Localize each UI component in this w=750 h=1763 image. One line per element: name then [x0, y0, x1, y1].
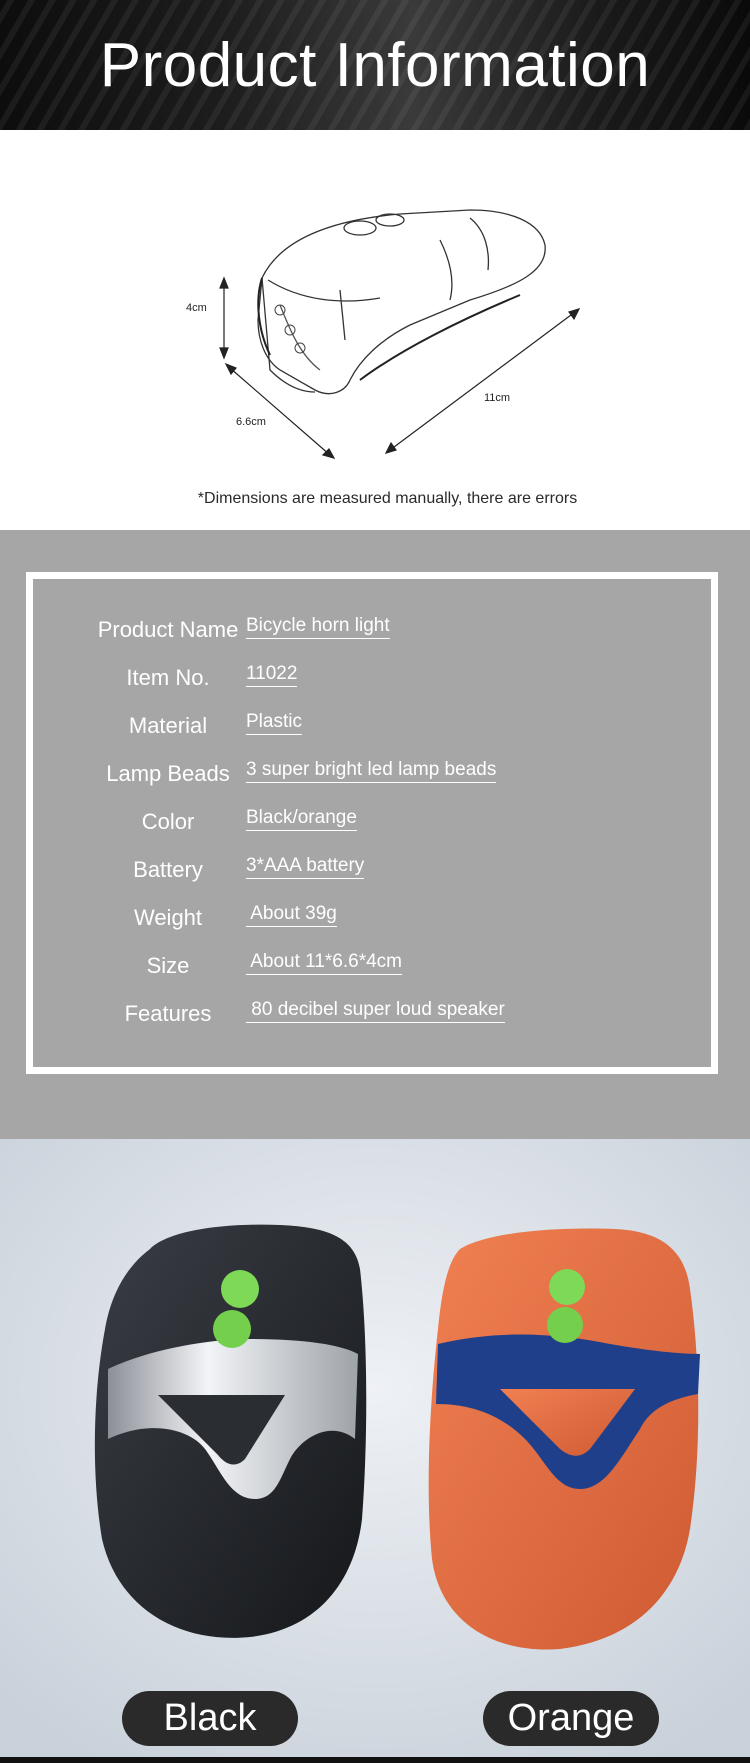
- spec-row-color: [33, 803, 725, 843]
- black-button-top: [221, 1270, 259, 1308]
- spec-label: Features: [124, 1001, 212, 1026]
- spec-value: Black/orange: [246, 807, 357, 831]
- page-title: Product Information: [99, 31, 651, 100]
- spec-value: 11022: [246, 663, 297, 687]
- spec-row-weight: [33, 899, 725, 939]
- spec-row-product-name: [33, 611, 725, 651]
- spec-table: [26, 572, 718, 1074]
- spec-row-features: [33, 995, 725, 1035]
- black-lamp: [95, 1225, 366, 1638]
- spec-section: [0, 530, 750, 1139]
- spec-row-lamp-beads: [33, 755, 725, 795]
- variant-label-black: Black: [122, 1691, 298, 1746]
- spec-label: Lamp Beads: [106, 761, 230, 786]
- spec-label: Weight: [133, 905, 203, 930]
- height-label: 4cm: [186, 302, 207, 314]
- dimension-diagram: [0, 130, 750, 530]
- spec-label: Battery: [133, 857, 203, 882]
- product-illustration: [0, 1139, 750, 1763]
- length-label: 11cm: [484, 392, 511, 404]
- spec-value: 3*AAA battery: [246, 855, 364, 879]
- spec-value: 80 decibel super loud speaker: [246, 999, 505, 1023]
- black-button-bottom: [213, 1310, 251, 1348]
- spec-row-material: [33, 707, 725, 747]
- spec-row-size: [33, 947, 725, 987]
- bottom-strip: [0, 1757, 750, 1763]
- spec-value: About 11*6.6*4cm: [246, 951, 402, 975]
- orange-lamp: [429, 1229, 700, 1650]
- spec-value: About 39g: [246, 903, 337, 927]
- spec-value: Plastic: [246, 711, 302, 735]
- width-label: 6.6cm: [236, 416, 266, 428]
- spec-label: Product Name: [97, 617, 239, 642]
- product-photo: [0, 1139, 750, 1763]
- spec-label: Color: [141, 809, 195, 834]
- spec-value: 3 super bright led lamp beads: [246, 759, 496, 783]
- spec-label: Size: [146, 953, 190, 978]
- spec-label: Item No.: [126, 665, 210, 690]
- orange-button-top: [549, 1269, 585, 1305]
- spec-row-item-no: [33, 659, 725, 699]
- header-banner: [0, 0, 750, 130]
- spec-label: Material: [128, 713, 208, 738]
- orange-button-bottom: [547, 1307, 583, 1343]
- variant-label-orange: Orange: [483, 1691, 659, 1746]
- spec-row-battery: [33, 851, 725, 891]
- spec-value: Bicycle horn light: [246, 615, 390, 639]
- measurement-note: *Dimensions are measured manually, there are errors: [197, 490, 578, 507]
- product-sketch: [0, 130, 750, 530]
